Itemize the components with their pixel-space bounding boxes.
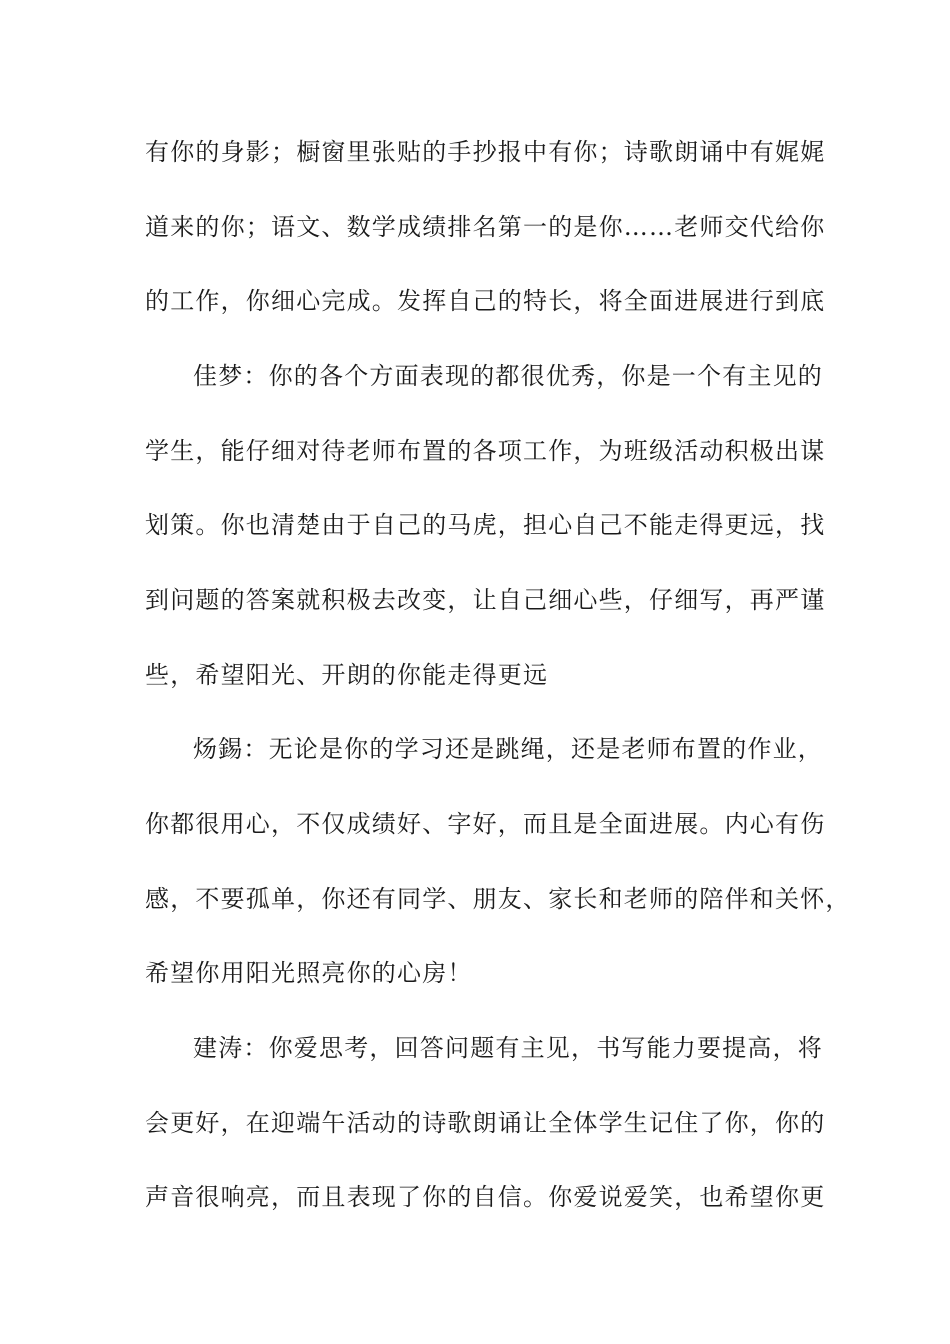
paragraph-first-line: 建涛：你爱思考，回答问题有主见，书写能力要提高，将 <box>193 1034 823 1062</box>
text-line: 希望你用阳光照亮你的心房！ <box>145 959 473 987</box>
text-line: 划策。你也清楚由于自己的马虎，担心自己不能走得更远，找 <box>145 511 826 539</box>
paragraph-first-line: 炀錫：无论是你的学习还是跳绳，还是老师布置的作业， <box>193 735 823 763</box>
text-line: 有你的身影；橱窗里张贴的手抄报中有你；诗歌朗诵中有娓娓 <box>145 138 826 166</box>
text-line: 到问题的答案就积极去改变，让自己细心些，仔细写，再严谨 <box>145 586 826 614</box>
text-line: 感，不要孤单，你还有同学、朋友、家长和老师的陪伴和关怀， <box>145 885 851 913</box>
text-line: 学生，能仔细对待老师布置的各项工作，为班级活动积极出谋 <box>145 437 826 465</box>
text-line: 会更好，在迎端午活动的诗歌朗诵让全体学生记住了你，你的 <box>145 1109 826 1137</box>
text-line: 的工作，你细心完成。发挥自己的特长，将全面进展进行到底 <box>145 287 826 315</box>
text-line: 道来的你；语文、数学成绩排名第一的是你……老师交代给你 <box>145 213 826 241</box>
text-line: 声音很响亮，而且表现了你的自信。你爱说爱笑，也希望你更 <box>145 1183 826 1211</box>
paragraph-first-line: 佳梦：你的各个方面表现的都很优秀，你是一个有主见的 <box>193 362 823 390</box>
text-line: 你都很用心，不仅成绩好、字好，而且是全面进展。内心有伤 <box>145 810 826 838</box>
text-line: 些，希望阳光、开朗的你能走得更远 <box>145 661 549 689</box>
